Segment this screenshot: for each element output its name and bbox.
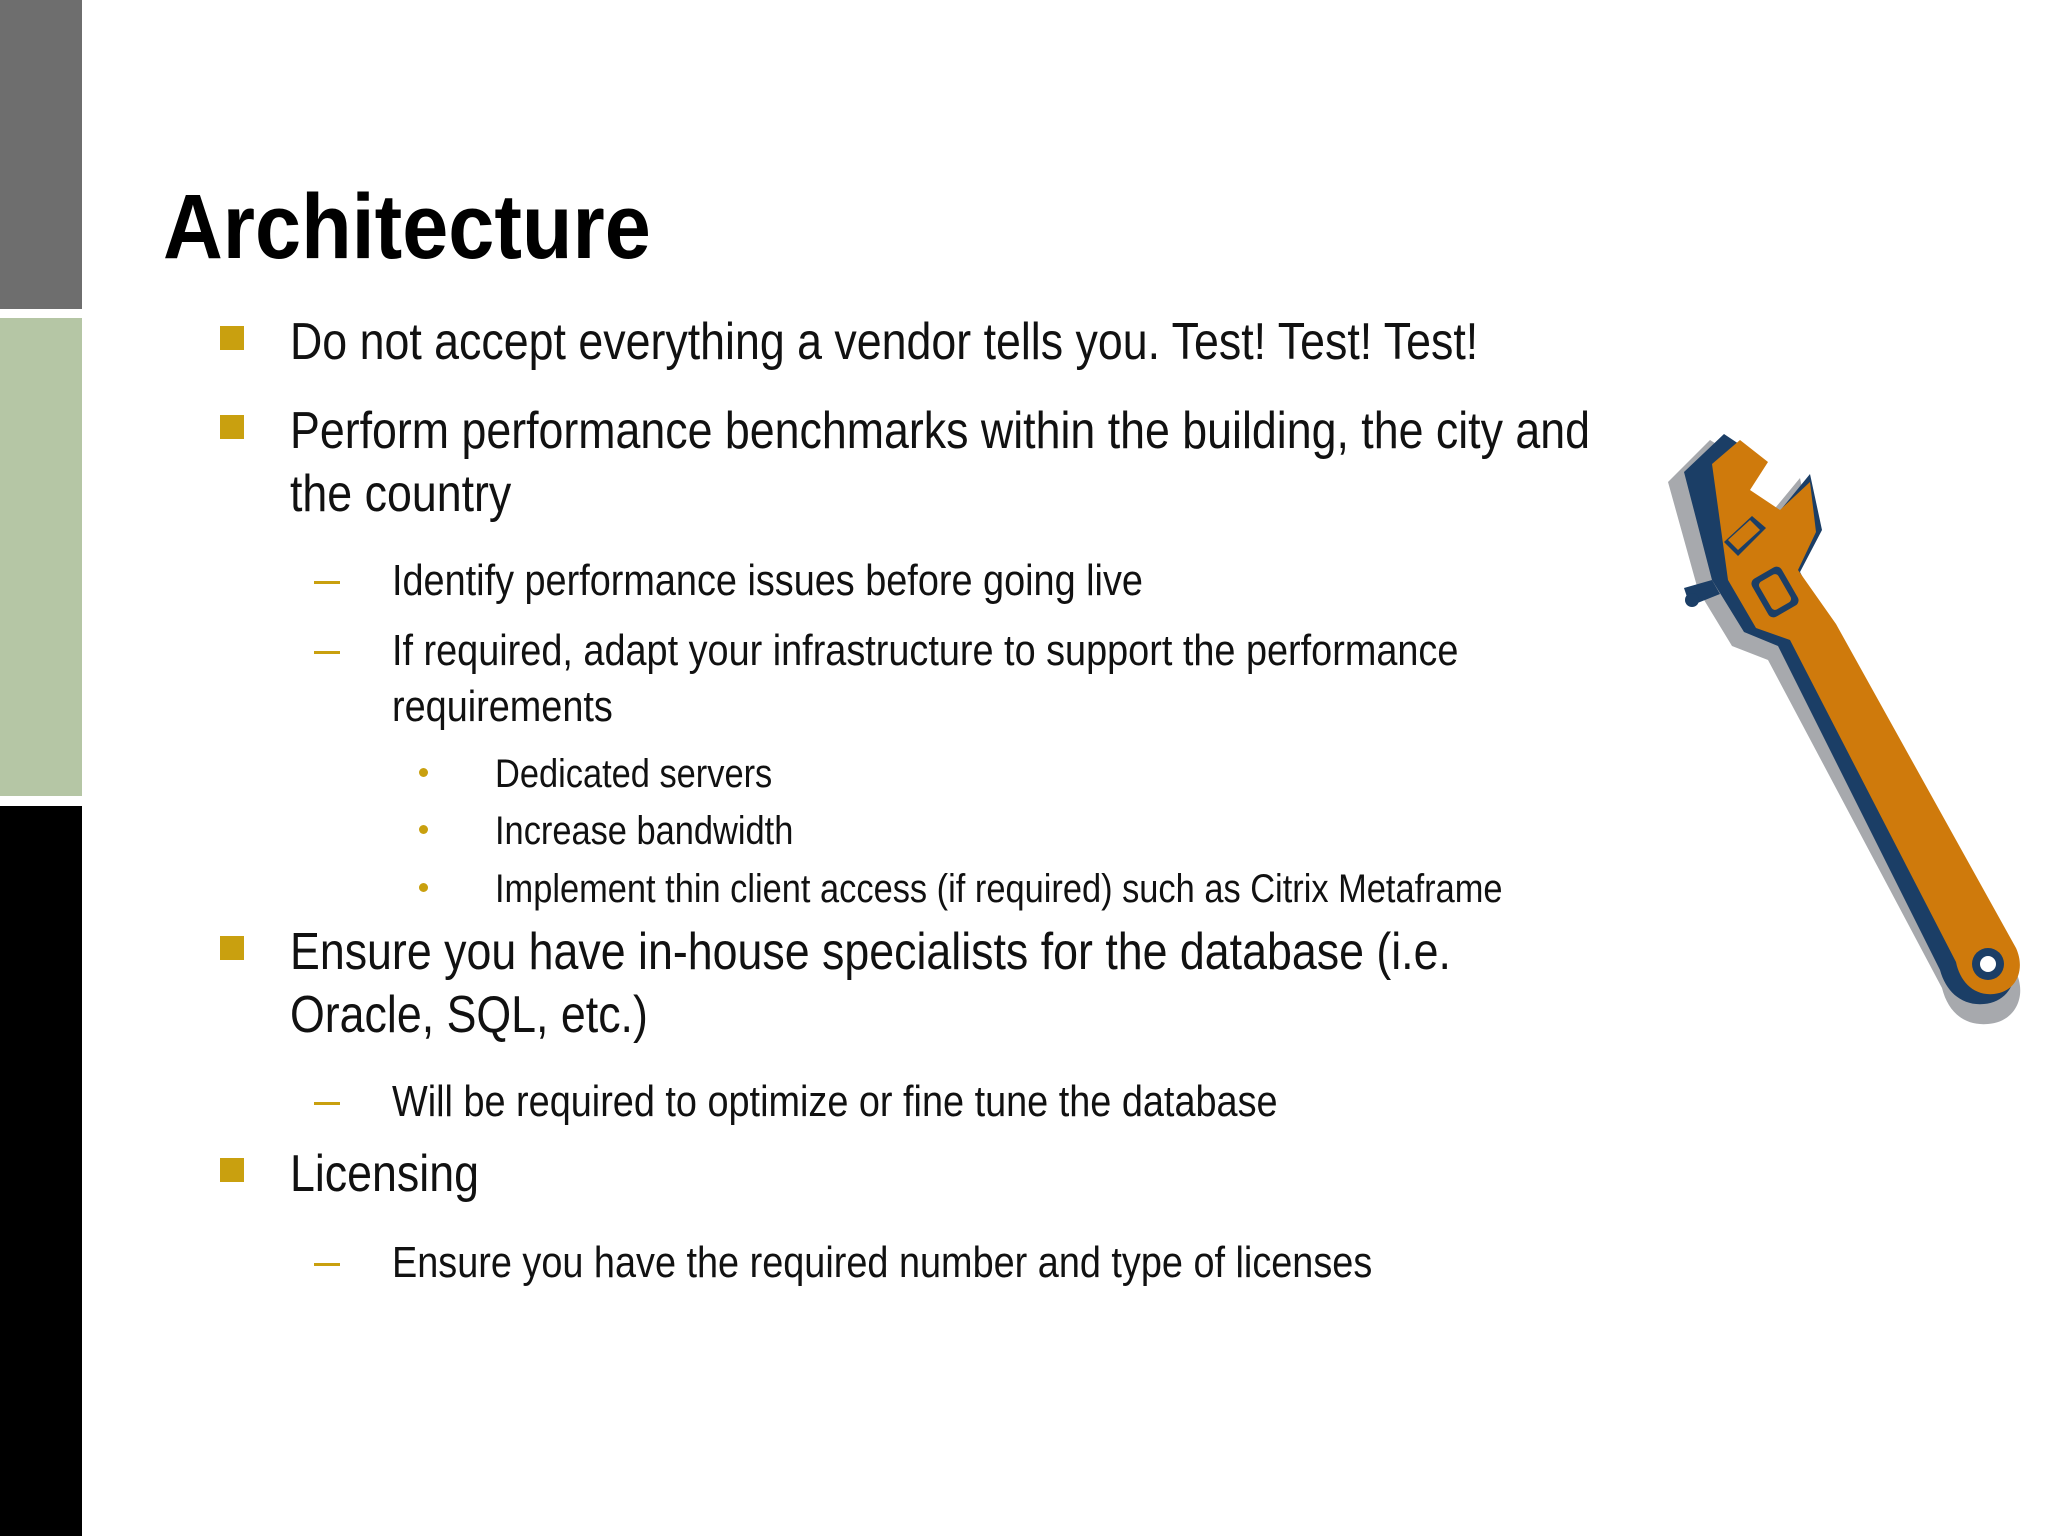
- bullet-benchmarks: [290, 400, 1590, 526]
- subbullet-optimize-database: [392, 1074, 1278, 1130]
- bullet-line: Ensure you have in-house specialists for the database (i.e.: [290, 923, 1451, 981]
- side-bar-green: [0, 318, 82, 796]
- side-bar-black: [0, 806, 82, 1536]
- bullet-line: Ensure you have the required number and type of licenses: [392, 1238, 1373, 1287]
- dot-bullet-icon: [419, 825, 428, 834]
- square-bullet-icon: [220, 936, 244, 960]
- wrench-handle: [1684, 434, 2020, 1004]
- subbullet-adapt-infrastructure: [392, 623, 1458, 735]
- subsubbullet-thin-client: [495, 860, 1503, 918]
- bullet-licensing: [290, 1143, 479, 1206]
- bullet-line: Will be required to optimize or fine tune the database: [392, 1077, 1278, 1126]
- dash-bullet-icon: [314, 1263, 340, 1266]
- bullet-line: Perform performance benchmarks within the building, the city and: [290, 402, 1591, 460]
- square-bullet-icon: [220, 415, 244, 439]
- bullet-line: requirements: [392, 682, 613, 731]
- dash-bullet-icon: [314, 581, 340, 584]
- wrench-icon: [1650, 420, 2030, 1030]
- bullet-line: Do not accept everything a vendor tells you. Test! Test! Test!: [290, 313, 1479, 371]
- bullet-inhouse-specialists: [290, 921, 1451, 1047]
- dash-bullet-icon: [314, 1102, 340, 1105]
- subsubbullet-increase-bandwidth: [495, 802, 793, 860]
- bullet-line: Implement thin client access (if required) such as Citrix Metaframe: [495, 867, 1503, 911]
- dash-bullet-icon: [314, 651, 340, 654]
- bullet-line: If required, adapt your infrastructure to support the performance: [392, 626, 1459, 675]
- square-bullet-icon: [220, 1158, 244, 1182]
- bullet-line: Increase bandwidth: [495, 809, 794, 853]
- bullet-line: Licensing: [290, 1145, 479, 1203]
- dot-bullet-icon: [419, 883, 428, 892]
- slide-title: Architecture: [163, 176, 651, 278]
- side-bar-gray: [0, 0, 82, 309]
- bullet-line: Identify performance issues before going live: [392, 556, 1143, 605]
- bullet-line: Dedicated servers: [495, 752, 773, 796]
- dot-bullet-icon: [419, 768, 428, 777]
- subbullet-licenses: [392, 1235, 1372, 1291]
- subbullet-identify-issues: [392, 553, 1143, 609]
- bullet-line: the country: [290, 465, 512, 523]
- subsubbullet-dedicated-servers: [495, 745, 772, 803]
- bullet-vendor-test: [290, 311, 1478, 374]
- bullet-line: Oracle, SQL, etc.): [290, 986, 648, 1044]
- square-bullet-icon: [220, 326, 244, 350]
